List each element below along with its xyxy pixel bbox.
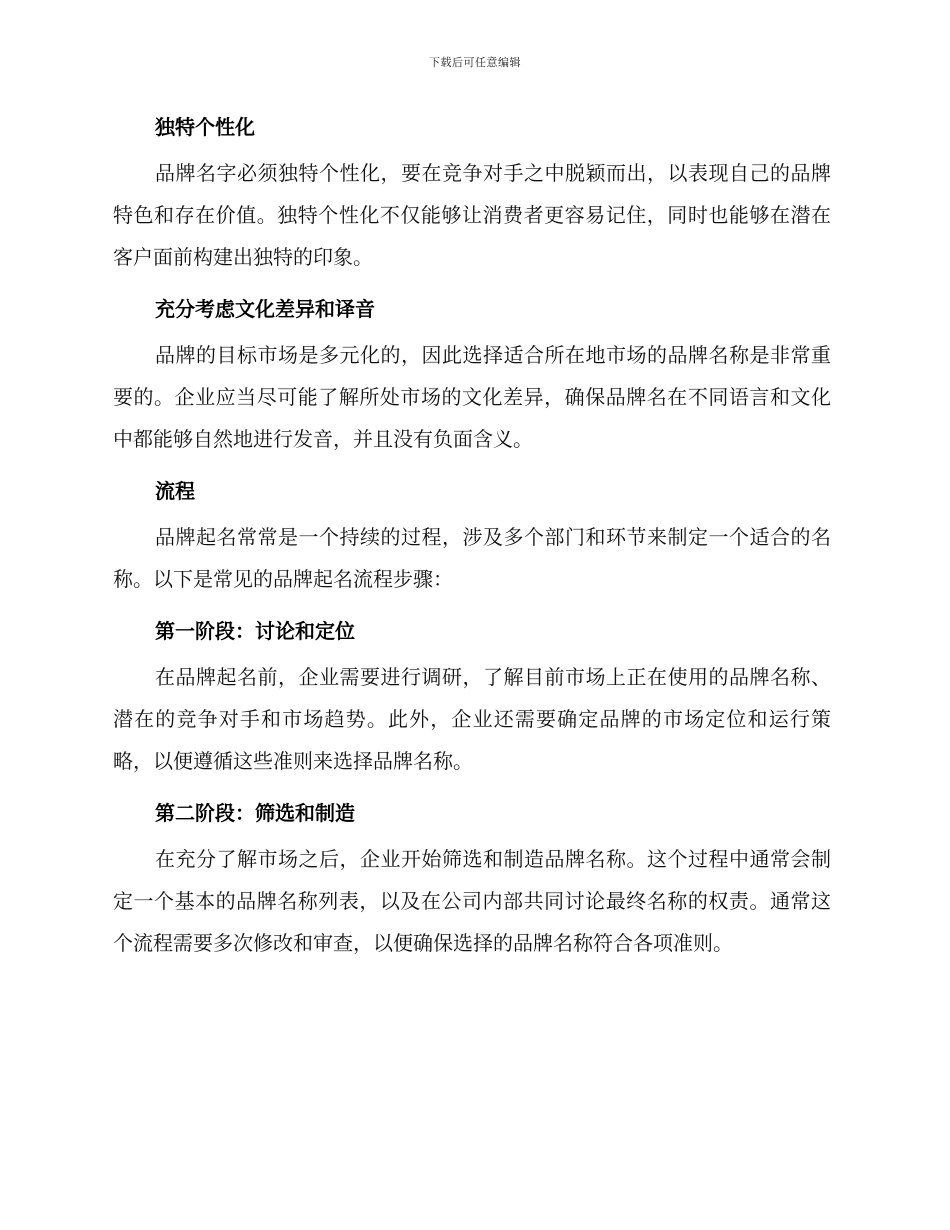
section-paragraph-unique: 品牌名字必须独特个性化，要在竞争对手之中脱颖而出，以表现自己的品牌特色和存在价值。独特个性化不仅能够让消费者更容易记住，同时也能够在潜在客户面前构建出独特的印象。 (113, 161, 831, 269)
section-heading-process: 流程 (155, 479, 195, 503)
document-body (113, 106, 831, 974)
section-paragraph-stage-two: 在充分了解市场之后，企业开始筛选和制造品牌名称。这个过程中通常会制定一个基本的品牌名称列表，以及在公司内部共同讨论最终名称的权责。通常这个流程需要多次修改和审查，以便确保选择的品牌名称符合各项准则。 (113, 847, 831, 955)
page-header: 下载后可任意编辑 (429, 56, 521, 69)
section-paragraph-process: 品牌起名常常是一个持续的过程，涉及多个部门和环节来制定一个适合的名称。以下是常见的品牌起名流程步骤： (113, 525, 831, 591)
section-heading-unique: 独特个性化 (155, 115, 255, 139)
section-paragraph-stage-one: 在品牌起名前，企业需要进行调研，了解目前市场上正在使用的品牌名称、潜在的竞争对手和市场趋势。此外，企业还需要确定品牌的市场定位和运行策略，以便遵循这些准则来选择品牌名称。 (113, 665, 831, 773)
section-heading-stage-two: 第二阶段：筛选和制造 (155, 801, 355, 825)
section-heading-culture: 充分考虑文化差异和译音 (155, 297, 375, 321)
section-paragraph-culture: 品牌的目标市场是多元化的，因此选择适合所在地市场的品牌名称是非常重要的。企业应当尽可能了解所处市场的文化差异，确保品牌名在不同语言和文化中都能够自然地进行发音，并且没有负面含义。 (113, 343, 831, 451)
section-heading-stage-one: 第一阶段：讨论和定位 (155, 619, 355, 643)
